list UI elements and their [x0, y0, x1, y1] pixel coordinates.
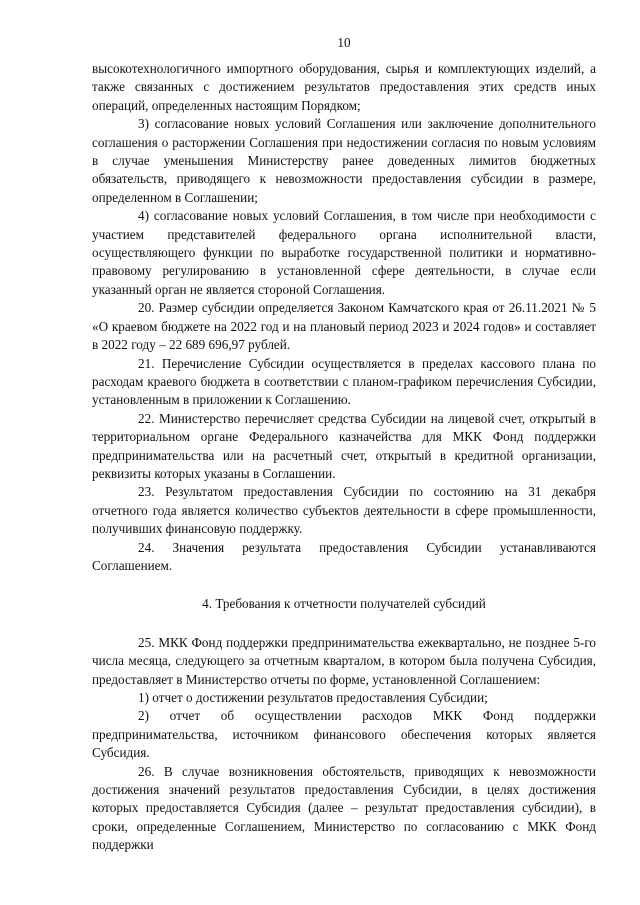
- paragraph-22: 22. Министерство перечисляет средства Субсидии на лицевой счет, открытый в территориальном органе Федерального казначейства для МКК Фонд поддержки предпринимательства или на расчетный счет, открытый в кредитной организации, реквизиты которых указаны в Соглашении.: [92, 410, 596, 481]
- paragraph-25: 25. МКК Фонд поддержки предпринимательства ежеквартально, не позднее 5-го числа месяца, следующего за отчетным кварталом, в котором была получена Субсидия, предоставляет в Министерство отчеты по форме, установленной Соглашением:: [92, 634, 596, 687]
- section-heading: 4. Требования к отчетности получателей субсидий: [202, 596, 486, 612]
- page-number: 10: [337, 35, 351, 50]
- document-page: [92, 34, 596, 855]
- paragraph-20: 20. Размер субсидии определяется Законом Камчатского края от 26.11.2021 № 5 «О краевом бюджете на 2022 год и на плановый период 2023 и 2024 годов» и составляет в 2022 году – 22 689 696,97 рублей.: [92, 300, 596, 353]
- paragraph-23: 23. Результатом предоставления Субсидии по состоянию на 31 декабря отчетного года является количество субъектов деятельности в сфере промышленности, получивших финансовую поддержку.: [92, 484, 596, 537]
- paragraph-21: 21. Перечисление Субсидии осуществляется в пределах кассового плана по расходам краевого бюджета в соответствии с планом-графиком перечисления Субсидии, установленным в приложении к Соглашению.: [92, 355, 596, 408]
- paragraph-continuation: высокотехнологичного импортного оборудования, сырья и комплектующих изделий, а также связанных с достижением результатов предоставления этих средств иных операций, определенных настоящим Порядком;: [92, 61, 596, 113]
- paragraph-item-4: 4) согласование новых условий Соглашения, в том числе при необходимости с участием представителей федерального органа исполнительной власти, осуществляющего функции по выработке государственной политики и нормативно-правовому регулированию в установленной сфере деятельности, в случае если указанный орган не является стороной Соглашения.: [92, 208, 596, 297]
- paragraph-24: 24. Значения результата предоставления Субсидии устанавливаются Соглашением.: [92, 539, 596, 573]
- paragraph-25-item-1: 1) отчет о достижении результатов предоставления Субсидии;: [138, 690, 488, 705]
- paragraph-26: 26. В случае возникновения обстоятельств, приводящих к невозможности достижения значений результатов предоставления Субсидии, в целях достижения которых предоставляется Субсидия (далее – результат предоставления субсидии), в сроки, определенные Соглашением, Министерство по согласованию с МКК Фонд поддержки: [92, 763, 596, 853]
- paragraph-item-3: 3) согласование новых условий Соглашения или заключение дополнительного соглашения о расторжении Соглашения при недостижении согласия по новым условиям в случае уменьшения Министерству ранее доведенных лимитов бюджетных обязательств, приводящего к невозможности предоставления субсидии в размере, определенном в Соглашении;: [92, 116, 596, 205]
- paragraph-25-item-2: 2) отчет об осуществлении расходов МКК Фонд поддержки предпринимательства, источником финансового обеспечения которых является Субсидия.: [92, 708, 596, 761]
